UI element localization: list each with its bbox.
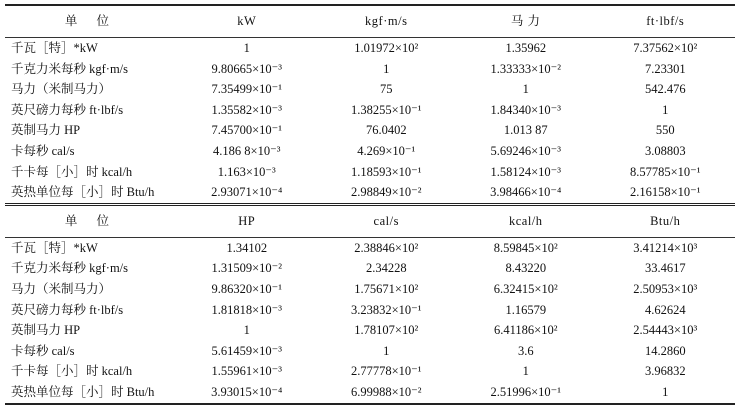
table-cell: 1 xyxy=(662,102,669,117)
table-cell: 1.35962 xyxy=(505,41,547,56)
table-cell: 7.37562×10² xyxy=(633,41,698,56)
table-cell: 2.54443×10³ xyxy=(633,323,698,338)
table-cell: 3.41214×10³ xyxy=(633,240,698,255)
table-row xyxy=(5,100,735,121)
column-header: cal/s xyxy=(317,204,457,237)
row-label: 英制马力 HP xyxy=(11,123,81,138)
row-label: 马力（米制马力） xyxy=(11,82,112,97)
table-cell: 1 xyxy=(383,343,390,358)
row-label: 英尺磅力每秒 ft·lbf/s xyxy=(11,102,124,117)
row-label: 千卡每［小］时 kcal/h xyxy=(11,364,133,379)
table-row xyxy=(5,182,735,204)
row-label: 英尺磅力每秒 ft·lbf/s xyxy=(11,302,124,317)
row-label: 英热单位每［小］时 Btu/h xyxy=(11,185,155,200)
table-cell: 8.43220 xyxy=(505,261,547,276)
table-row xyxy=(5,320,735,341)
table-cell: 5.61459×10⁻³ xyxy=(211,343,283,358)
table-cell: 9.80665×10⁻³ xyxy=(211,61,283,76)
table-cell: 1.75671×10² xyxy=(354,281,419,296)
table-cell: 2.50953×10³ xyxy=(633,281,698,296)
table-cell: 1 xyxy=(596,382,736,404)
table-cell: 3.98466×10⁻⁴ xyxy=(490,185,562,200)
table-cell: 1.84340×10⁻³ xyxy=(490,102,562,117)
table-cell: 8.59845×10² xyxy=(493,240,558,255)
row-label: 英热单位每［小］时 Btu/h xyxy=(5,382,177,404)
table-cell: 3.6 xyxy=(517,343,534,358)
table-cell: 2.93071×10⁻⁴ xyxy=(211,185,283,200)
column-header: 马 力 xyxy=(456,5,596,38)
table-cell: 4.269×10⁻¹ xyxy=(357,144,416,159)
table-cell: 3.23832×10⁻¹ xyxy=(350,302,422,317)
column-header-unit: 单 位 xyxy=(5,204,177,237)
table-cell: 33.4617 xyxy=(644,261,686,276)
table-cell: 76.0402 xyxy=(365,123,407,138)
table-row xyxy=(5,38,735,59)
power-unit-conversion-table xyxy=(5,4,735,405)
table-cell: 7.45700×10⁻¹ xyxy=(211,123,283,138)
row-label: 卡每秒 cal/s xyxy=(11,343,75,358)
column-header: Btu/h xyxy=(596,204,736,237)
table-row xyxy=(5,279,735,300)
table-cell: 4.62624 xyxy=(644,302,686,317)
table-row xyxy=(5,382,735,404)
table-cell: 1.58124×10⁻³ xyxy=(490,164,562,179)
column-header-unit: 单 位 xyxy=(5,5,177,38)
table-cell: 1.18593×10⁻¹ xyxy=(350,164,422,179)
table-cell: 1 xyxy=(243,41,250,56)
row-label: 英制马力 HP xyxy=(11,323,81,338)
table-cell: 3.93015×10⁻⁴ xyxy=(177,382,317,404)
table-cell: 1.16579 xyxy=(505,302,547,317)
table-cell: 542.476 xyxy=(644,82,686,97)
row-label: 马力（米制马力） xyxy=(11,281,112,296)
table-cell: 7.35499×10⁻¹ xyxy=(211,82,283,97)
table-row xyxy=(5,341,735,362)
table-cell: 3.08803 xyxy=(644,144,686,159)
table-row xyxy=(5,300,735,321)
row-label: 千瓦［特］*kW xyxy=(11,41,98,56)
column-header: kcal/h xyxy=(456,204,596,237)
row-label: 千卡每［小］时 kcal/h xyxy=(11,164,133,179)
table-row xyxy=(5,162,735,183)
table-row xyxy=(5,361,735,382)
table-row xyxy=(5,258,735,279)
row-label: 卡每秒 cal/s xyxy=(11,144,75,159)
table-cell: 75 xyxy=(380,82,393,97)
table-cell: 7.23301 xyxy=(644,61,686,76)
column-header: ft·lbf/s xyxy=(596,5,736,38)
column-header: HP xyxy=(177,204,317,237)
table-cell: 1.78107×10² xyxy=(354,323,419,338)
table-cell: 8.57785×10⁻¹ xyxy=(629,164,701,179)
row-label: 千克力米每秒 kgf·m/s xyxy=(11,61,129,76)
table-cell: 1.38255×10⁻¹ xyxy=(350,102,422,117)
table-cell: 2.98849×10⁻² xyxy=(350,185,422,200)
column-header: kW xyxy=(177,5,317,38)
table-cell: 2.34228 xyxy=(365,261,407,276)
table-cell: 1.81818×10⁻³ xyxy=(211,302,283,317)
table-cell: 6.41186×10² xyxy=(494,323,558,338)
table-row xyxy=(5,141,735,162)
table-cell: 1 xyxy=(522,82,529,97)
table-cell: 1.01972×10² xyxy=(354,41,419,56)
table-cell: 4.186 8×10⁻³ xyxy=(213,144,281,159)
table-cell: 3.96832 xyxy=(644,364,686,379)
column-header: kgf·m/s xyxy=(317,5,457,38)
table-cell: 6.99988×10⁻² xyxy=(317,382,457,404)
table-row xyxy=(5,120,735,141)
table-cell: 1.34102 xyxy=(226,240,268,255)
table-cell: 550 xyxy=(655,123,675,138)
table-cell: 2.16158×10⁻¹ xyxy=(629,185,701,200)
row-label: 千瓦［特］*kW xyxy=(11,240,98,255)
table-cell: 2.51996×10⁻¹ xyxy=(456,382,596,404)
table-cell: 1.35582×10⁻³ xyxy=(211,102,283,117)
table-cell: 1.013 87 xyxy=(503,123,548,138)
table-cell: 9.86320×10⁻¹ xyxy=(211,281,283,296)
table-cell: 1 xyxy=(383,61,390,76)
table-row xyxy=(5,59,735,80)
table-cell: 5.69246×10⁻³ xyxy=(490,144,562,159)
table-row xyxy=(5,237,735,258)
row-label: 千克力米每秒 kgf·m/s xyxy=(11,261,129,276)
table-body xyxy=(5,5,735,404)
header-row xyxy=(5,5,735,38)
table-cell: 1.33333×10⁻² xyxy=(490,61,562,76)
table-cell: 2.38846×10² xyxy=(354,240,419,255)
table-row xyxy=(5,79,735,100)
table-cell: 1.31509×10⁻² xyxy=(211,261,283,276)
table-cell: 1.163×10⁻³ xyxy=(217,164,276,179)
table-cell: 14.2860 xyxy=(644,343,686,358)
table-cell: 2.77778×10⁻¹ xyxy=(350,364,422,379)
header-row xyxy=(5,204,735,237)
table-cell: 1 xyxy=(522,364,529,379)
table-cell: 6.32415×10² xyxy=(493,281,558,296)
table-cell: 1.55961×10⁻³ xyxy=(211,364,283,379)
table-cell: 1 xyxy=(243,323,250,338)
